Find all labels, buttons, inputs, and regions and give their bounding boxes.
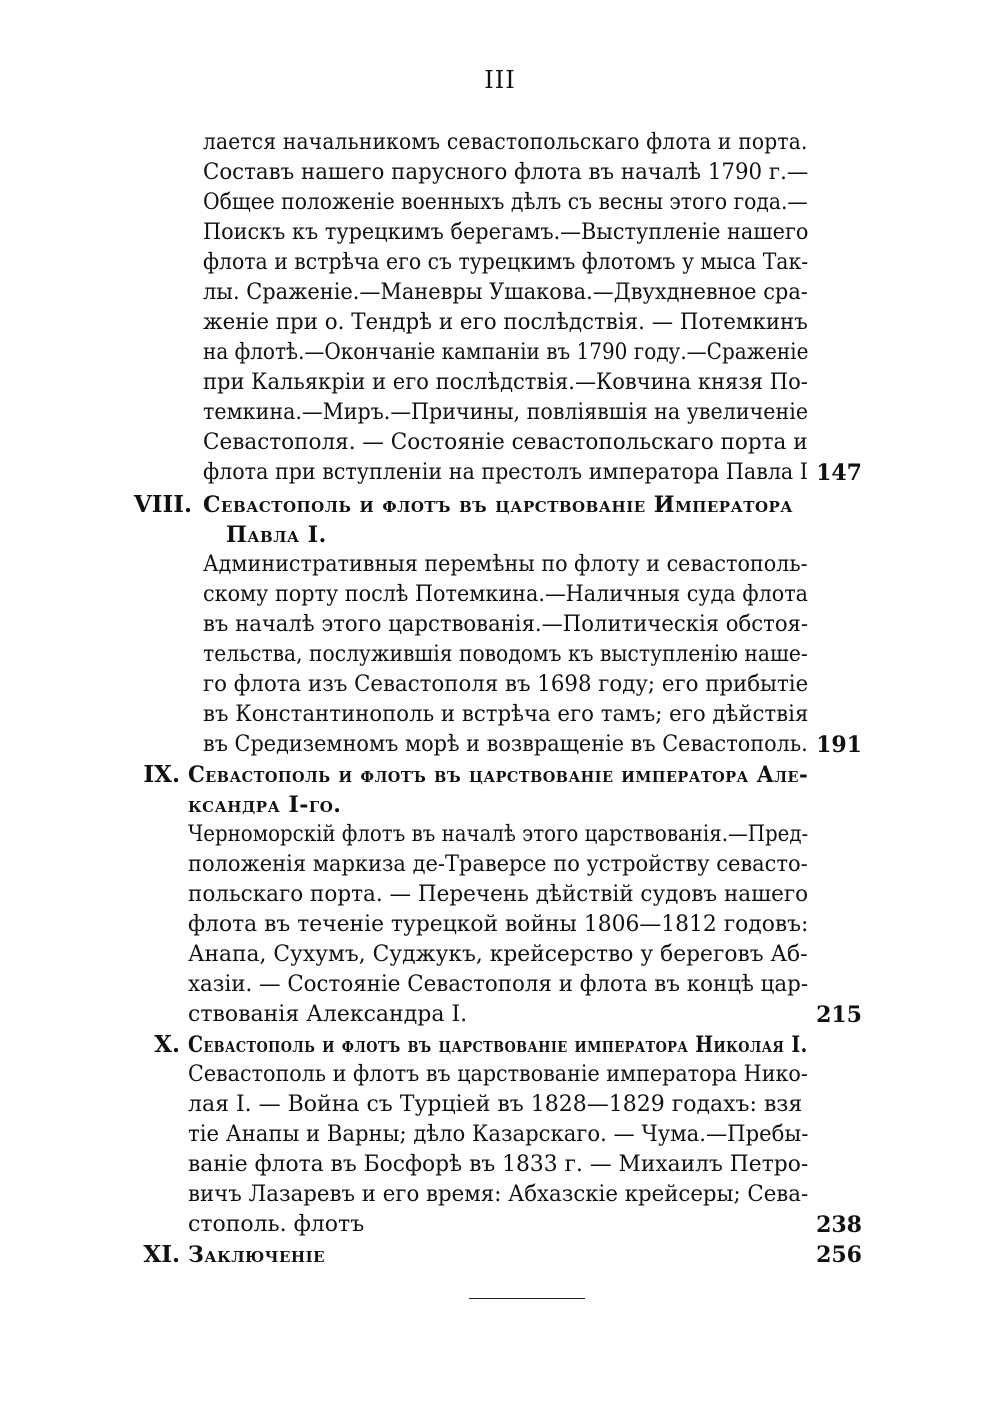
chapter-title: Севастополь и флотъ въ царствованiе императора Николая I. <box>188 1032 808 1058</box>
text-line: скому порту послѣ Потемкина.—Наличныя суда флота <box>203 582 809 607</box>
text-line: ствованiя Александра I. <box>188 1002 468 1027</box>
chapter-title: Павла I. <box>226 522 327 548</box>
chapter-title: Севастополь и флотъ въ царствованiе императора Але- <box>188 762 809 788</box>
closing-rule <box>469 1298 585 1299</box>
chapter-numeral: IX. <box>143 761 180 788</box>
text-line: лается начальникомъ севастопольскаго флота и порта. <box>203 130 808 155</box>
text-line: флота и встрѣча его съ турецкимъ флотомъ у мыса Так- <box>203 250 809 275</box>
text-line: Севастополя. — Состоянiе севастопольскаго порта и <box>203 430 808 455</box>
text-line: въ началѣ этого царствованiя.—Политическiя обстоя- <box>203 612 809 637</box>
text-line: Севастополь и флотъ въ царствованiе императора Нико- <box>188 1062 808 1087</box>
text-line: лая I. — Война съ Турцiей въ 1828—1829 годахъ: взя <box>188 1092 803 1117</box>
text-line: тельства, послужившiя поводомъ къ выступленiю наше- <box>203 642 808 667</box>
text-line: при Кальякрiи и его послѣдствiя.—Ковчина князя По- <box>203 370 808 395</box>
text-line: польскаго порта. — Перечень дѣйствiй судовъ нашего <box>188 882 809 907</box>
text-line: го флота изъ Севастополя въ 1698 году; его прибытiе <box>203 672 809 697</box>
page-ref: 256 <box>816 1242 862 1268</box>
chapter-numeral: X. <box>154 1031 180 1058</box>
text-line: хазiи. — Состоянiе Севастополя и флота въ концѣ цар- <box>188 972 809 997</box>
chapter-numeral: XI. <box>143 1241 180 1268</box>
text-line: стополь. флотъ <box>188 1212 365 1237</box>
text-line: темкина.—Миръ.—Причины, повлiявшiя на увеличенiе <box>203 400 809 425</box>
chapter-title: Севастополь и флотъ въ царствованiе Императора <box>203 492 794 518</box>
text-line: на флотѣ.—Окончанiе кампанiи въ 1790 году.—Сраженiе <box>203 340 809 365</box>
text-line: флота при вступленiи на престолъ императора Павла I <box>203 460 808 485</box>
text-line: Черноморскiй флотъ въ началѣ этого царствованiя.—Пред- <box>188 822 809 847</box>
text-line: въ Средиземномъ морѣ и возвращенiе въ Севастополь. <box>203 732 808 757</box>
chapter-title: Заключенiе <box>188 1242 326 1268</box>
text-line: Анапа, Сухумъ, Суджукъ, крейсерство у береговъ Аб- <box>188 942 808 967</box>
text-line: въ Константинополь и встрѣча его тамъ; его дѣйствiя <box>203 702 809 727</box>
chapter-numeral: VIII. <box>133 491 192 518</box>
text-line: ванiе флота въ Босфорѣ въ 1833 г. — Михаилъ Петро- <box>188 1152 809 1177</box>
page-number: III <box>484 66 516 94</box>
text-line: Поискъ къ турецкимъ берегамъ.—Выступленiе нашего <box>203 220 809 245</box>
text-line: вичъ Лазаревъ и его время: Абхазскiе крейсеры; Сева- <box>188 1182 809 1207</box>
text-line: Составъ нашего пaрусного флота въ началѣ 1790 г.— <box>203 160 809 185</box>
page-ref: 215 <box>816 1002 862 1028</box>
text-line: Общее положенiе военныхъ дѣлъ съ весны этого года.— <box>203 190 808 215</box>
text-line: положенiя маркиза де-Траверсе по устройству севасто- <box>188 852 808 877</box>
text-line: флота въ теченiе турецкой войны 1806—1812 годовъ: <box>188 912 809 937</box>
text-line: лы. Сраженiе.—Маневры Ушакова.—Двухдневное сра- <box>203 280 808 305</box>
text-line: женiе при о. Тендрѣ и его послѣдствiя. — Потемкинъ <box>203 310 808 335</box>
chapter-title: ксандра I-го. <box>188 792 342 818</box>
page-ref: 238 <box>816 1212 862 1238</box>
page-ref: 191 <box>816 732 862 758</box>
page-ref: 147 <box>816 460 862 486</box>
text-line: тiе Анапы и Варны; дѣло Казарскаго. — Чума.—Пребы- <box>188 1122 809 1147</box>
text-line: Административныя перемѣны по флоту и севастополь- <box>203 552 808 577</box>
